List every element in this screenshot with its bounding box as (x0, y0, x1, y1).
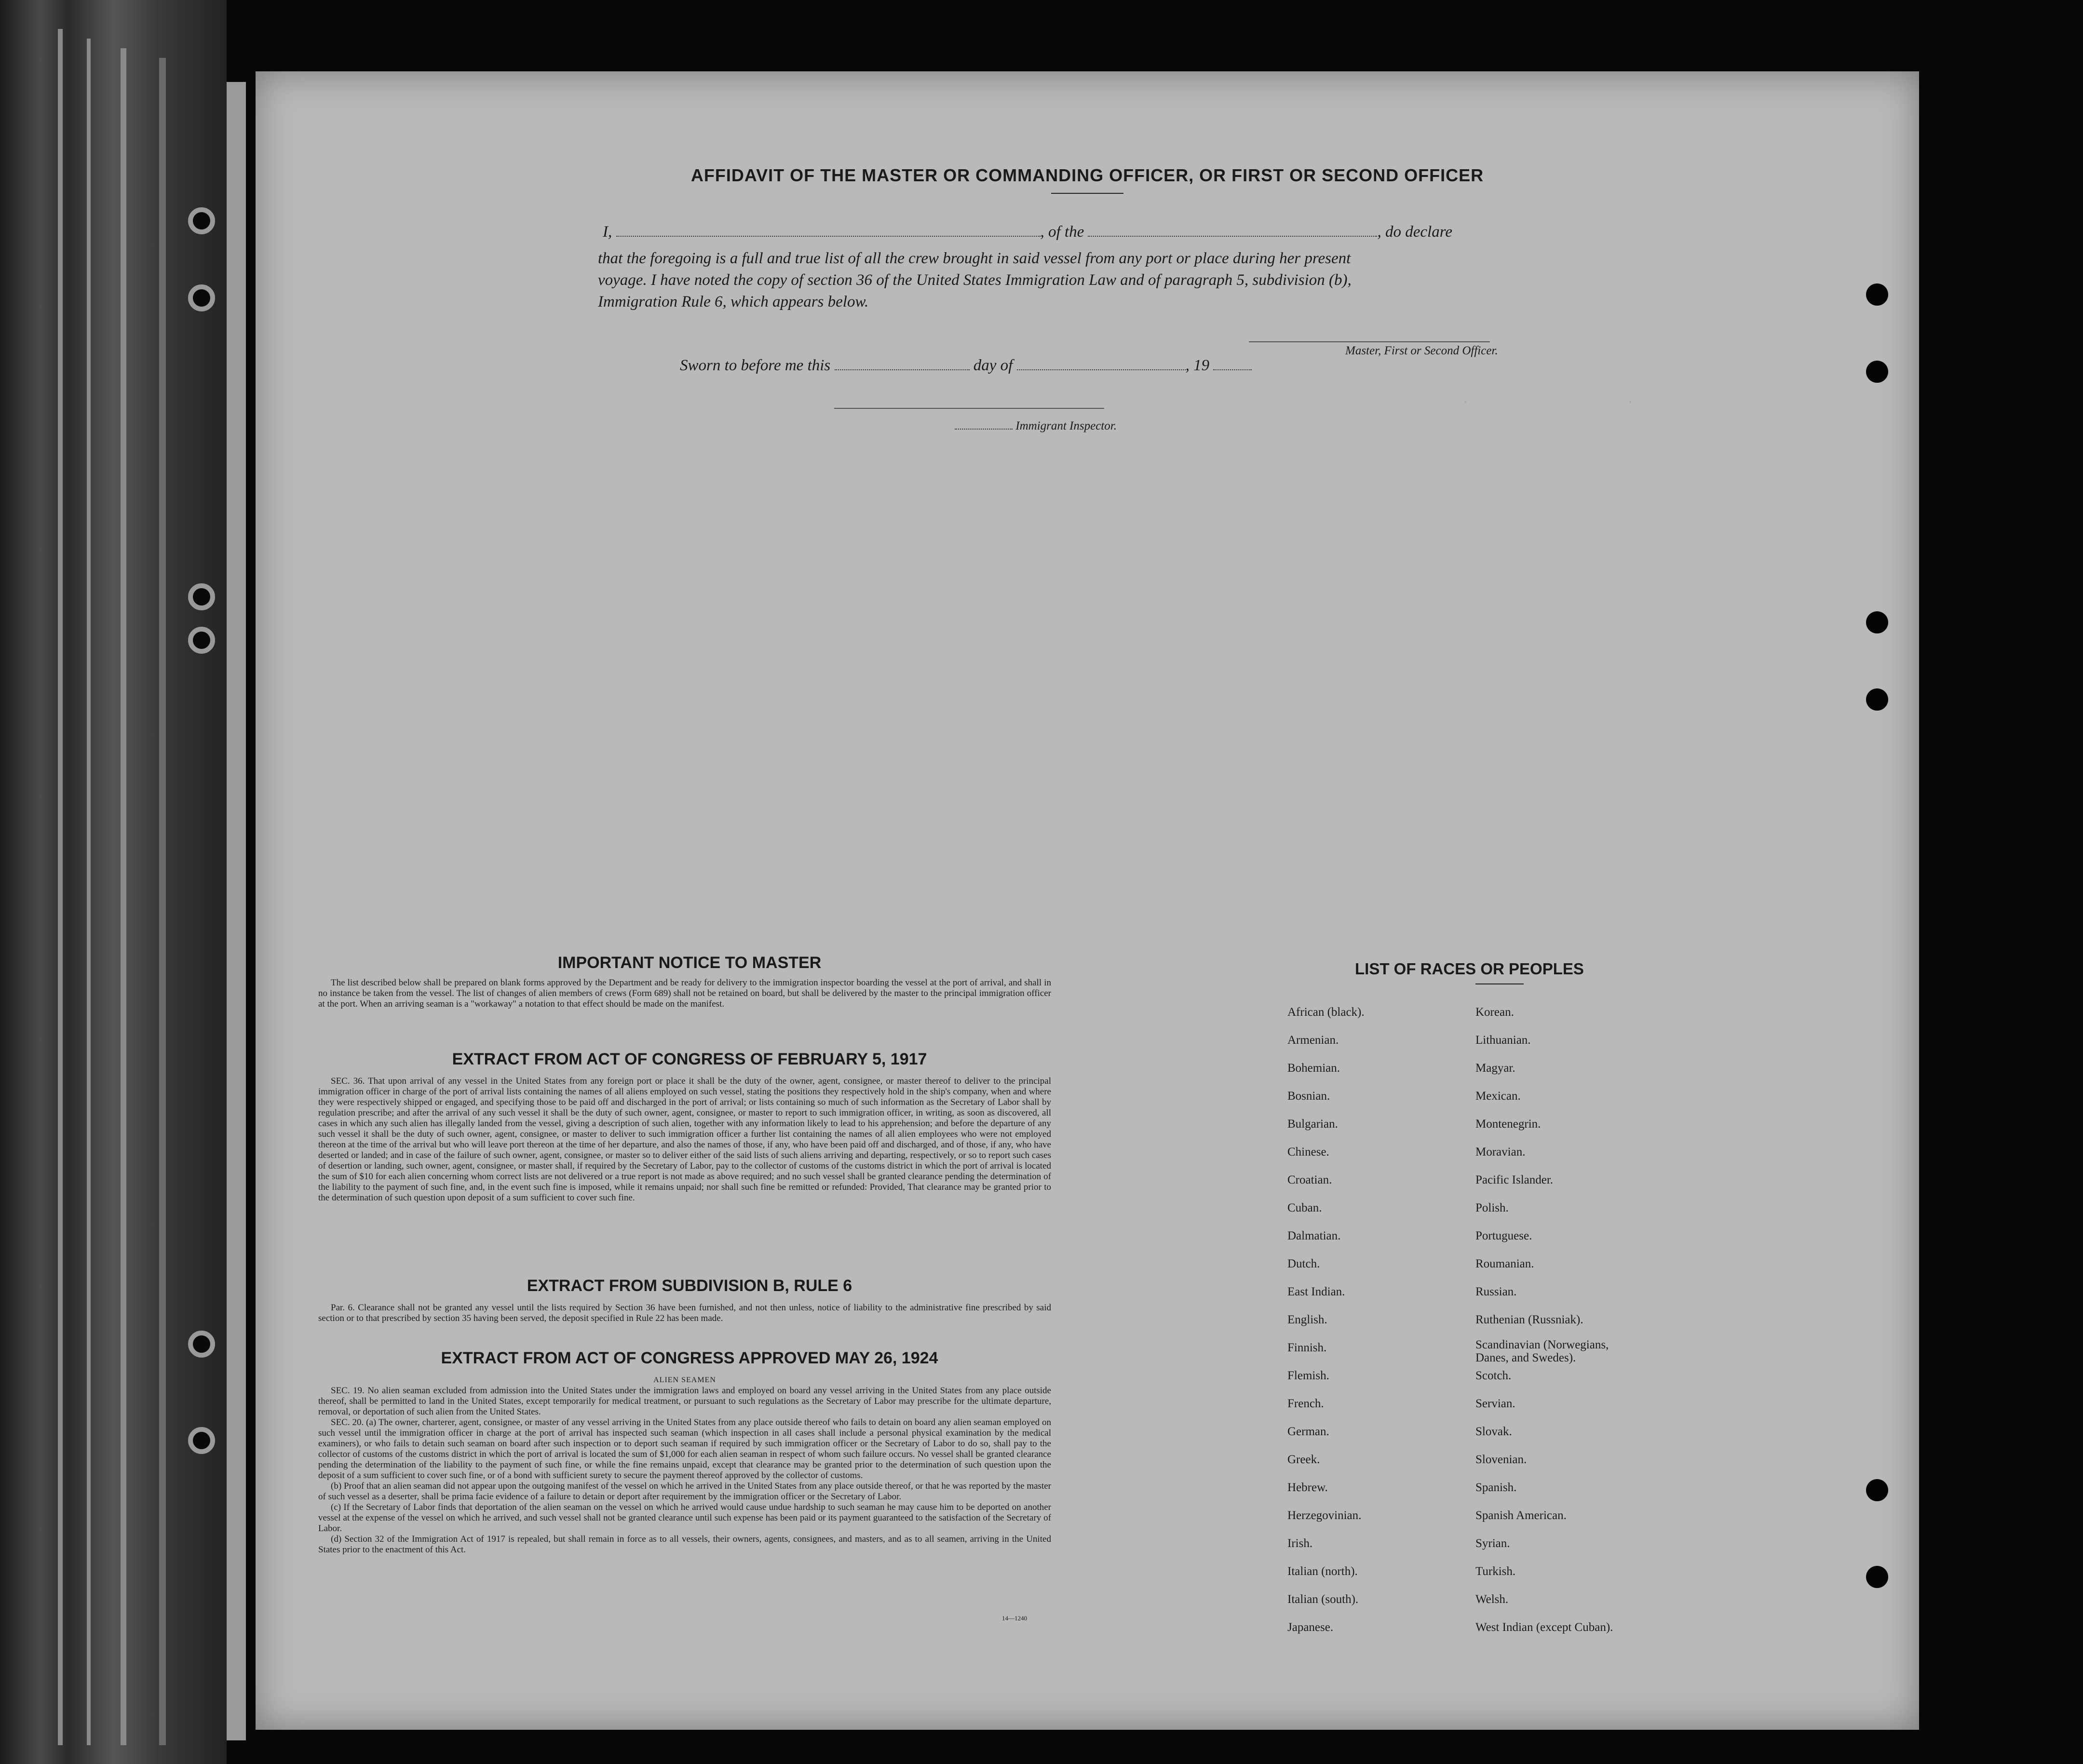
race-item: Spanish. (1475, 1481, 1517, 1494)
race-item: Dalmatian. (1287, 1229, 1341, 1242)
binder-hole (188, 1427, 215, 1454)
year-label: , 19 (1185, 357, 1210, 374)
punch-hole (1866, 283, 1888, 306)
race-item: Servian. (1475, 1397, 1515, 1410)
race-item: Portuguese. (1475, 1229, 1532, 1242)
race-item: Flemish. (1287, 1369, 1329, 1382)
title-rule (1051, 193, 1123, 194)
race-item: Italian (north). (1287, 1565, 1358, 1578)
officer-signature-line[interactable] (1249, 341, 1490, 342)
race-item: Ruthenian (Russniak). (1475, 1313, 1583, 1326)
race-item: Cuban. (1287, 1201, 1322, 1214)
page-edge (227, 82, 246, 1740)
name-blank[interactable] (616, 236, 1041, 237)
race-item: Italian (south). (1287, 1593, 1359, 1606)
inspector-signature-line[interactable] (834, 408, 1104, 409)
race-item: Polish. (1475, 1201, 1509, 1214)
extract-1924-subtitle: ALIEN SEAMEN (653, 1376, 716, 1384)
race-item: Croatian. (1287, 1173, 1332, 1186)
races-title: LIST OF RACES OR PEOPLES (1355, 960, 1584, 978)
binder-hole (188, 284, 215, 311)
race-item: Syrian. (1475, 1537, 1510, 1550)
day-of-label: day of (973, 357, 1013, 374)
document-sheet (256, 71, 1919, 1730)
sworn-year-blank[interactable] (1213, 369, 1252, 370)
race-item: Pacific Islander. (1475, 1173, 1554, 1186)
race-item: Korean. (1475, 1006, 1514, 1019)
declare-label: , do declare (1377, 223, 1452, 241)
race-item: Lithuanian. (1475, 1034, 1531, 1047)
affidavit-line1 (603, 223, 1808, 241)
race-item: Greek. (1287, 1453, 1320, 1466)
extract-rule6-text: Par. 6. Clearance shall not be granted any vessel until the lists required by Section 36 have been furnished, and not then unless, notice of liability to the administrative fine prescribed by said section or to that prescribed by section 35 having been served, the deposit specified in Rule 22 has been made. (318, 1303, 1051, 1323)
extract-rule6-title: EXTRACT FROM SUBDIVISION B, RULE 6 (527, 1277, 852, 1295)
affidavit-line3: voyage. I have noted the copy of section 36 of the United States Immigration Law and of paragraph 5, subdivision (b), (598, 271, 1352, 289)
binder-strip (0, 0, 227, 1764)
race-item: Herzegovinian. (1287, 1509, 1362, 1522)
race-item: Chinese. (1287, 1145, 1329, 1158)
race-item: Dutch. (1287, 1257, 1320, 1270)
race-item: Finnish. (1287, 1341, 1327, 1354)
race-item: Mexican. (1475, 1090, 1521, 1103)
race-item: Roumanian. (1475, 1257, 1534, 1270)
punch-hole (1866, 361, 1888, 383)
sworn-line (680, 357, 1252, 375)
race-item: Magyar. (1475, 1062, 1515, 1075)
race-item: Scandinavian (Norwegians, Danes, and Swedes). (1475, 1338, 1609, 1364)
punch-hole (1866, 611, 1888, 633)
race-item: Japanese. (1287, 1621, 1334, 1634)
race-item: Spanish American. (1475, 1509, 1567, 1522)
race-item: Bosnian. (1287, 1090, 1330, 1103)
sworn-month-blank[interactable] (1017, 369, 1186, 370)
i-label: I, (603, 223, 612, 241)
page-edge (58, 29, 63, 1745)
affidavit-title: AFFIDAVIT OF THE MASTER OR COMMANDING OFFICER, OR FIRST OR SECOND OFFICER (690, 165, 1484, 185)
race-item: Montenegrin. (1475, 1118, 1541, 1131)
officer-caption: Master, First or Second Officer. (1345, 344, 1498, 357)
page-edge (121, 48, 126, 1745)
of-the-label: , of the (1040, 223, 1084, 241)
bleed-through-marks: · · (1461, 394, 1635, 411)
race-item: Slovenian. (1475, 1453, 1527, 1466)
affidavit-line2: that the foregoing is a full and true list of all the crew brought in said vessel from any port or place during her present (598, 250, 1351, 267)
race-item: Scotch. (1475, 1369, 1512, 1382)
extract-1917-text: SEC. 36. That upon arrival of any vessel in the United States from any foreign port or place it shall be the duty of the owner, agent, consignee, or master thereof to deliver to the principal immigration officer in charge of the port of arrival lists containing the names of all aliens employed on such vessel, stating the positions they respectively hold in the ship's company, when and where they were respectively shipped or engaged, and specifying those to be paid off and discharged in the port of arrival; or lists containing so much of such information as the Secretary of Labor shall by regulation prescribe; and after the arrival of any such vessel it shall be the duty of such owner, agent, consignee, or master to report to such immigration officer, in writing, as soon as discovered, all cases in which any such alien has illegally landed from the vessel, giving a description of such alien, together with any information likely to lead to his apprehension; and before the departure of any such vessel it shall be the duty of such owner, agent, consignee, or master to deliver to such immigration officer a further list containing the names of all alien employees who were not employed thereon at the time of the arrival but who will leave port thereon at the time of her departure, and also the names of those, if any, who have been paid off and discharged, and of those, if any, who have deserted or landed; and in case of the failure of such owner, agent, consignee, or master so to deliver either of the said lists of such aliens arriving and departing, respectively, or so to report such cases of desertion or landing, such owner, agent, consignee, or master shall, if required by the Secretary of Labor, pay to the collector of customs of the customs district in which the port of arrival is located the sum of $10 for each alien concerning whom correct lists are not delivered or a true report is not made as above required; and no such vessel shall be granted clearance pending the determination of the liability to the payment of such fine, and, in the event such fine is imposed, while it remains unpaid; nor shall such fine be remitted or refunded: Provided, That clearance may be granted prior to the determination of such question upon deposit of a sum sufficient to cover such fine. (318, 1076, 1051, 1203)
race-item: English. (1287, 1313, 1327, 1326)
notice-title: IMPORTANT NOTICE TO MASTER (557, 954, 822, 972)
race-item: Russian. (1475, 1285, 1517, 1298)
race-item: Hebrew. (1287, 1481, 1328, 1494)
races-title-rule (1475, 983, 1524, 984)
extract-1917-title: EXTRACT FROM ACT OF CONGRESS OF FEBRUARY 5, 1917 (452, 1050, 927, 1068)
race-item: Moravian. (1475, 1145, 1526, 1158)
sworn-day-blank[interactable] (835, 369, 970, 370)
binder-hole (188, 583, 215, 610)
race-item: Turkish. (1475, 1565, 1516, 1578)
race-item: Bulgarian. (1287, 1118, 1338, 1131)
binder-hole (188, 207, 215, 234)
punch-hole (1866, 1566, 1888, 1588)
page-edge (159, 58, 166, 1745)
race-item: Irish. (1287, 1537, 1313, 1550)
inspector-lead-dots (955, 429, 1013, 430)
race-item: African (black). (1287, 1006, 1365, 1019)
race-item: Bohemian. (1287, 1062, 1340, 1075)
inspector-caption: Immigrant Inspector. (955, 419, 1117, 433)
punch-hole (1866, 1479, 1888, 1501)
form-number: 14—1240 (1002, 1615, 1027, 1622)
race-item: Welsh. (1475, 1593, 1509, 1606)
notice-text: The list described below shall be prepared on blank forms approved by the Department and be ready for delivery to the immigration inspector boarding the vessel at the port of arrival, and shall in no instance be taken from the vessel. The list of changes of alien members of crews (Form 689) shall not be retained on board, but shall be delivered by the master to the principal immigration officer at the port. When an arriving seaman is a "workaway" a notation to that effect should be made on the manifest. (318, 978, 1051, 1009)
race-item: German. (1287, 1425, 1329, 1438)
sworn-label: Sworn to before me this (680, 357, 831, 374)
race-item: Armenian. (1287, 1034, 1339, 1047)
extract-1924-title: EXTRACT FROM ACT OF CONGRESS APPROVED MAY 26, 1924 (441, 1349, 938, 1367)
binder-hole (188, 627, 215, 654)
affidavit-line4: Immigration Rule 6, which appears below. (598, 293, 869, 310)
vessel-blank[interactable] (1088, 236, 1377, 237)
race-item: French. (1287, 1397, 1324, 1410)
extract-1924-text: SEC. 19. No alien seaman excluded from admission into the United States under the immigration laws and employed on board any vessel arriving in the United States from any place outside thereof, shall be permitted to land in the United States, except temporarily for medical treatment, or pursuant to such regulations as the Secretary of Labor may prescribe for the ultimate departure, removal, or deportation of such alien from the United States. SEC. 20. (a) The owner, charterer, agent, consignee, or master of any vessel arriving in the United States from any place outside thereof who fails to detain on board any alien seaman employed on such vessel until the immigration officer in charge at the port of arrival has inspected such seaman (which inspection in all cases shall include a personal physical examination by the medical examiners), or who fails to detain such seaman on board after such inspection or to deport such seaman if required by such immigration officer or the Secretary of Labor to do so, shall pay to the collector of customs of the customs district in which the port of arrival is located the sum of $1,000 for each alien seaman in respect of whom such failure occurs. No vessel shall be granted clearance pending the determination of the liability to the payment of such fine, or while the fine remains unpaid, except that clearance may be granted prior to the determination of such question upon the deposit of a sum sufficient to cover such fine, or of a bond with sufficient surety to secure the payment thereof approved by the collector of customs. (b) Proof that an alien seaman did not appear upon the outgoing manifest of the vessel on which he arrived in the United States from any place outside thereof, or that he was reported by the master of such vessel as a deserter, shall be prima facie evidence of a failure to detain or deport after requirement by the immigration officer or the Secretary of Labor. (c) If the Secretary of Labor finds that deportation of the alien seaman on the vessel on which he arrived would cause undue hardship to such seaman he may cause him to be deported on another vessel at the expense of the vessel on which he arrived, and such vessel shall not be granted clearance until such expense has been paid or its payment guaranteed to the satisfaction of the Secretary of Labor. (d) Section 32 of the Immigration Act of 1917 is repealed, but shall remain in force as to all vessels, their owners, agents, consignees, and masters, and as to all seamen, arriving in the United States prior to the enactment of this Act. (318, 1386, 1051, 1555)
race-item: Slovak. (1475, 1425, 1512, 1438)
punch-hole (1866, 688, 1888, 711)
page-edge (87, 39, 91, 1745)
race-item: West Indian (except Cuban). (1475, 1621, 1613, 1634)
binder-hole (188, 1331, 215, 1358)
race-item: East Indian. (1287, 1285, 1345, 1298)
